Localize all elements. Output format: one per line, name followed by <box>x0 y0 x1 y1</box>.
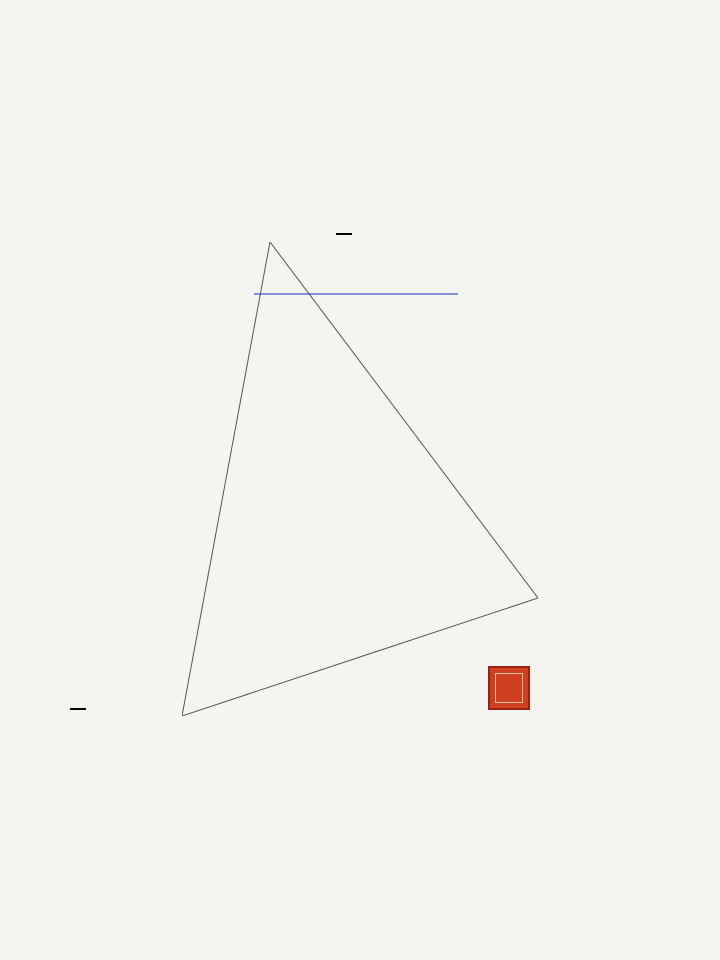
center-info-panel <box>182 242 538 716</box>
triangle-lines <box>182 242 538 716</box>
triet-tag <box>70 708 86 710</box>
tuan-tag <box>336 233 352 235</box>
red-seal <box>488 666 530 710</box>
